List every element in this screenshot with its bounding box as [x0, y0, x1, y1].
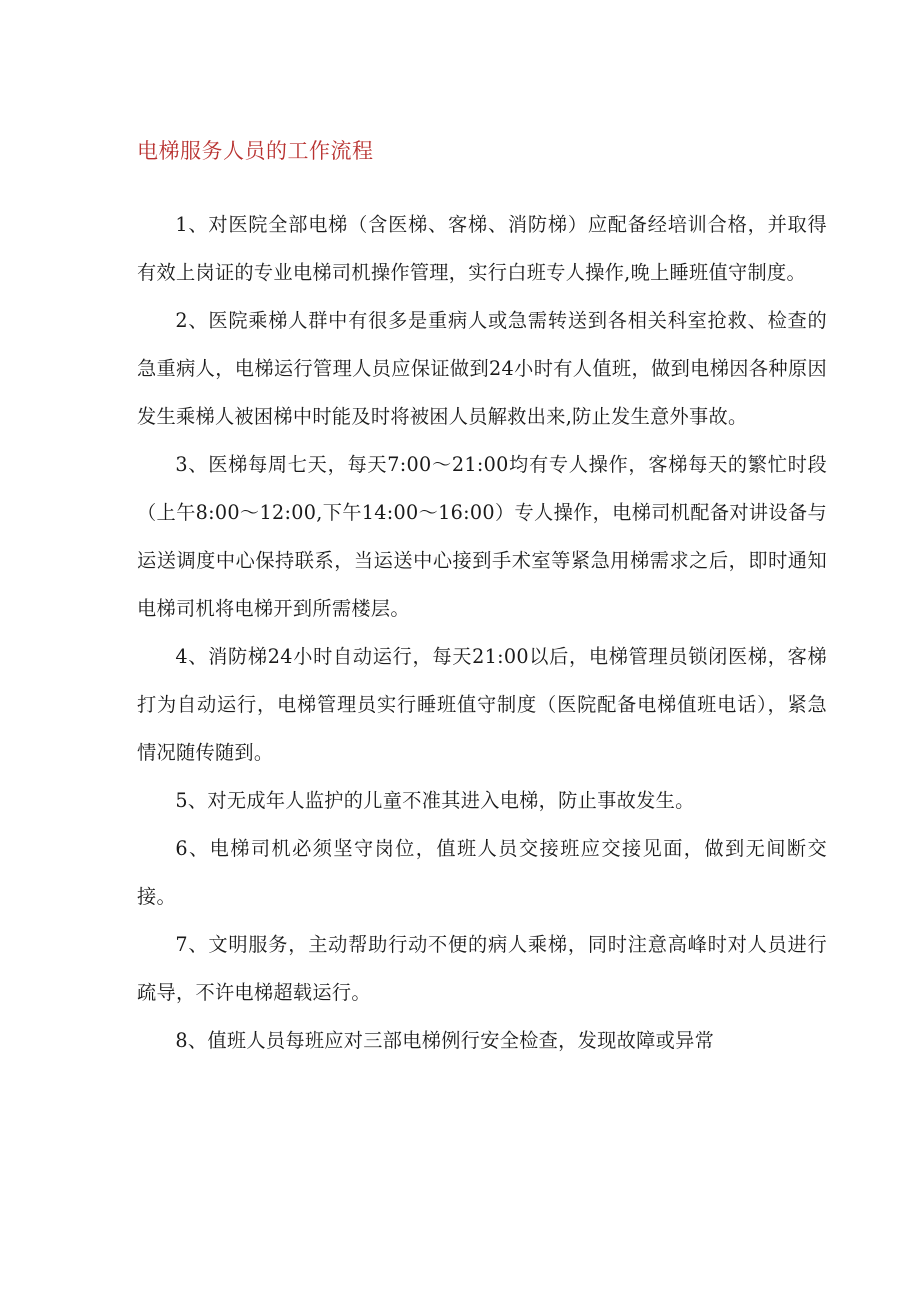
- document-title: 电梯服务人员的工作流程: [137, 139, 374, 163]
- paragraph-4: 4、消防梯24小时自动运行，每天21:00以后，电梯管理员锁闭医梯，客梯打为自动运行，电梯管理员实行睡班值守制度（医院配备电梯值班电话），紧急情况随传随到。: [137, 645, 827, 764]
- paragraph-3: 3、医梯每周七天，每天7:00～21:00均有专人操作，客梯每天的繁忙时段（上午8:00～12:00,下午14:00～16:00）专人操作，电梯司机配备对讲设备与运送调度中心保持联系，当运送中心接到手术室等紧急用梯需求之后，即时通知电梯司机将电梯开到所需楼层。: [137, 453, 827, 620]
- paragraph-1: 1、对医院全部电梯（含医梯、客梯、消防梯）应配备经培训合格，并取得有效上岗证的专业电梯司机操作管理，实行白班专人操作,晚上睡班值守制度。: [137, 213, 827, 284]
- paragraph-7: 7、文明服务，主动帮助行动不便的病人乘梯，同时注意高峰时对人员进行疏导，不许电梯超载运行。: [137, 933, 827, 1004]
- document-body: [137, 201, 827, 1065]
- paragraph-6: 6、电梯司机必须坚守岗位，值班人员交接班应交接见面，做到无间断交接。: [137, 837, 827, 908]
- paragraph-5: 5、对无成年人监护的儿童不准其进入电梯，防止事故发生。: [175, 789, 695, 812]
- paragraph-2: 2、医院乘梯人群中有很多是重病人或急需转送到各相关科室抢救、检查的急重病人，电梯运行管理人员应保证做到24小时有人值班，做到电梯因各种原因发生乘梯人被困梯中时能及时将被困人员解救出来,防止发生意外事故。: [137, 309, 827, 428]
- paragraph-8: 8、值班人员每班应对三部电梯例行安全检查，发现故障或异常: [175, 1029, 715, 1052]
